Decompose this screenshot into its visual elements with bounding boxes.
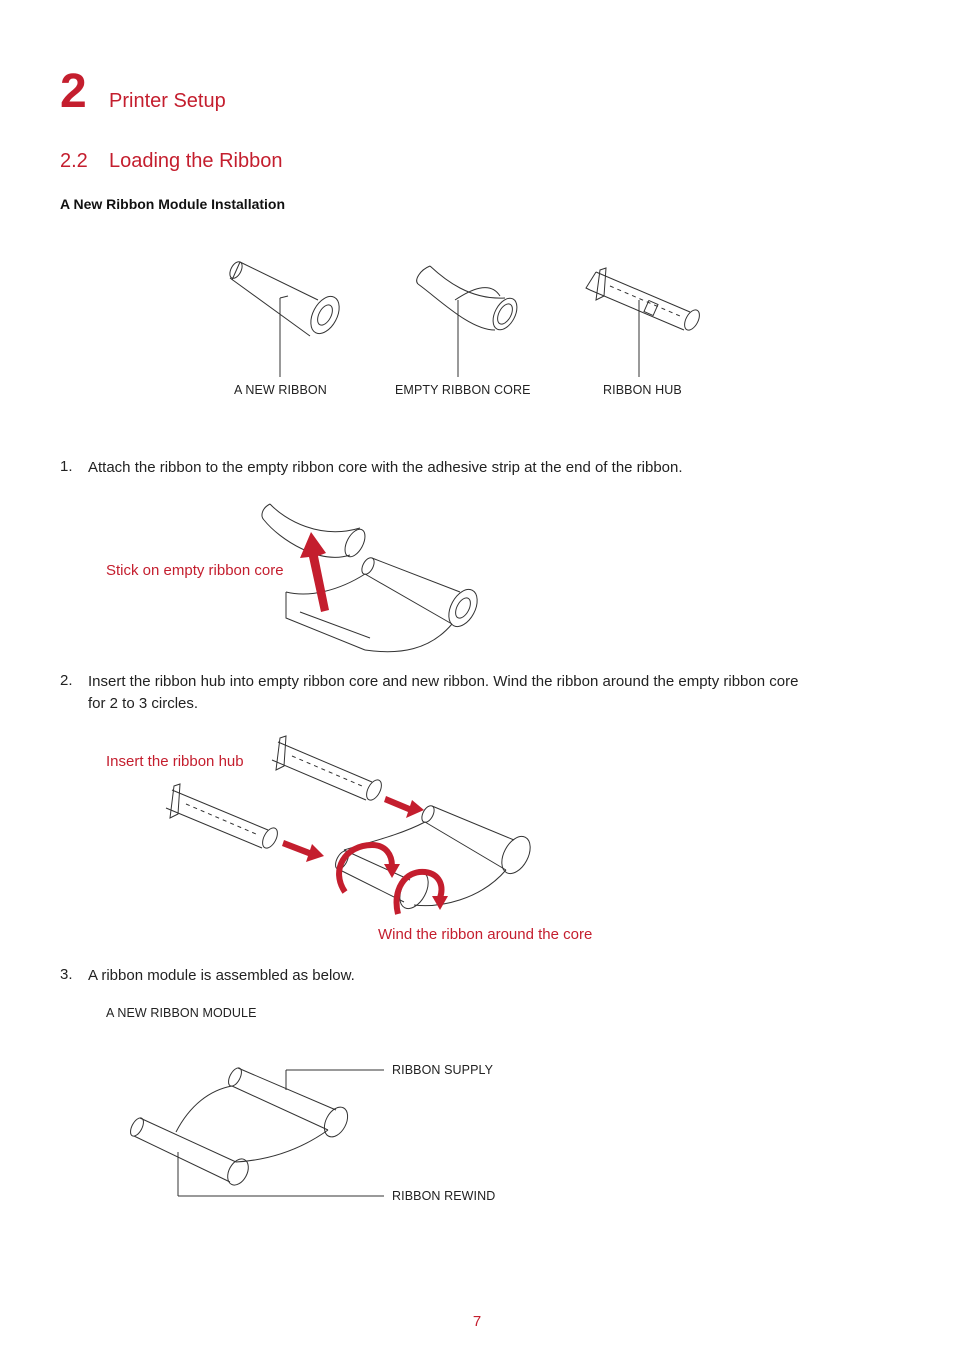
step-2-text-line2: for 2 to 3 circles. [88,695,199,712]
label-new-ribbon: A NEW RIBBON [234,383,327,397]
step-3-text: A ribbon module is assembled as below. [88,967,355,984]
arrow-right-2 [282,840,324,862]
ribbon-hub-illustration [586,268,702,333]
subheading: A New Ribbon Module Installation [60,196,286,212]
section-title: Loading the Ribbon [109,150,283,172]
new-ribbon-illustration [227,260,345,339]
module-title: A NEW RIBBON MODULE [106,1006,257,1020]
arrow-right-1 [384,796,424,818]
callout-wind: Wind the ribbon around the core [378,926,593,943]
up-arrow [300,532,329,612]
step-1-text: Attach the ribbon to the empty ribbon core with the adhesive strip at the end of the ribbon. [88,459,683,476]
label-ribbon-supply: RIBBON SUPPLY [392,1063,494,1077]
callout-stick: Stick on empty ribbon core [106,562,284,579]
page-number: 7 [472,1313,482,1330]
step-1-number: 1. [60,458,73,475]
chapter-number: 2 [60,65,87,118]
chapter-title: Printer Setup [109,90,226,112]
step-2-text-line1: Insert the ribbon hub into empty ribbon core and new ribbon. Wind the ribbon around the empty ribbon core [88,673,799,690]
empty-core-illustration [417,266,522,334]
label-ribbon-hub: RIBBON HUB [603,383,682,397]
wind-arrow-right [397,872,442,914]
callout-insert: Insert the ribbon hub [106,753,244,770]
wind-arrow-left [339,845,392,892]
label-empty-core: EMPTY RIBBON CORE [395,383,531,397]
section-number: 2.2 [60,150,88,172]
step-3-number: 3. [60,966,73,983]
label-ribbon-rewind: RIBBON REWIND [392,1189,496,1203]
step-2-number: 2. [60,672,73,689]
